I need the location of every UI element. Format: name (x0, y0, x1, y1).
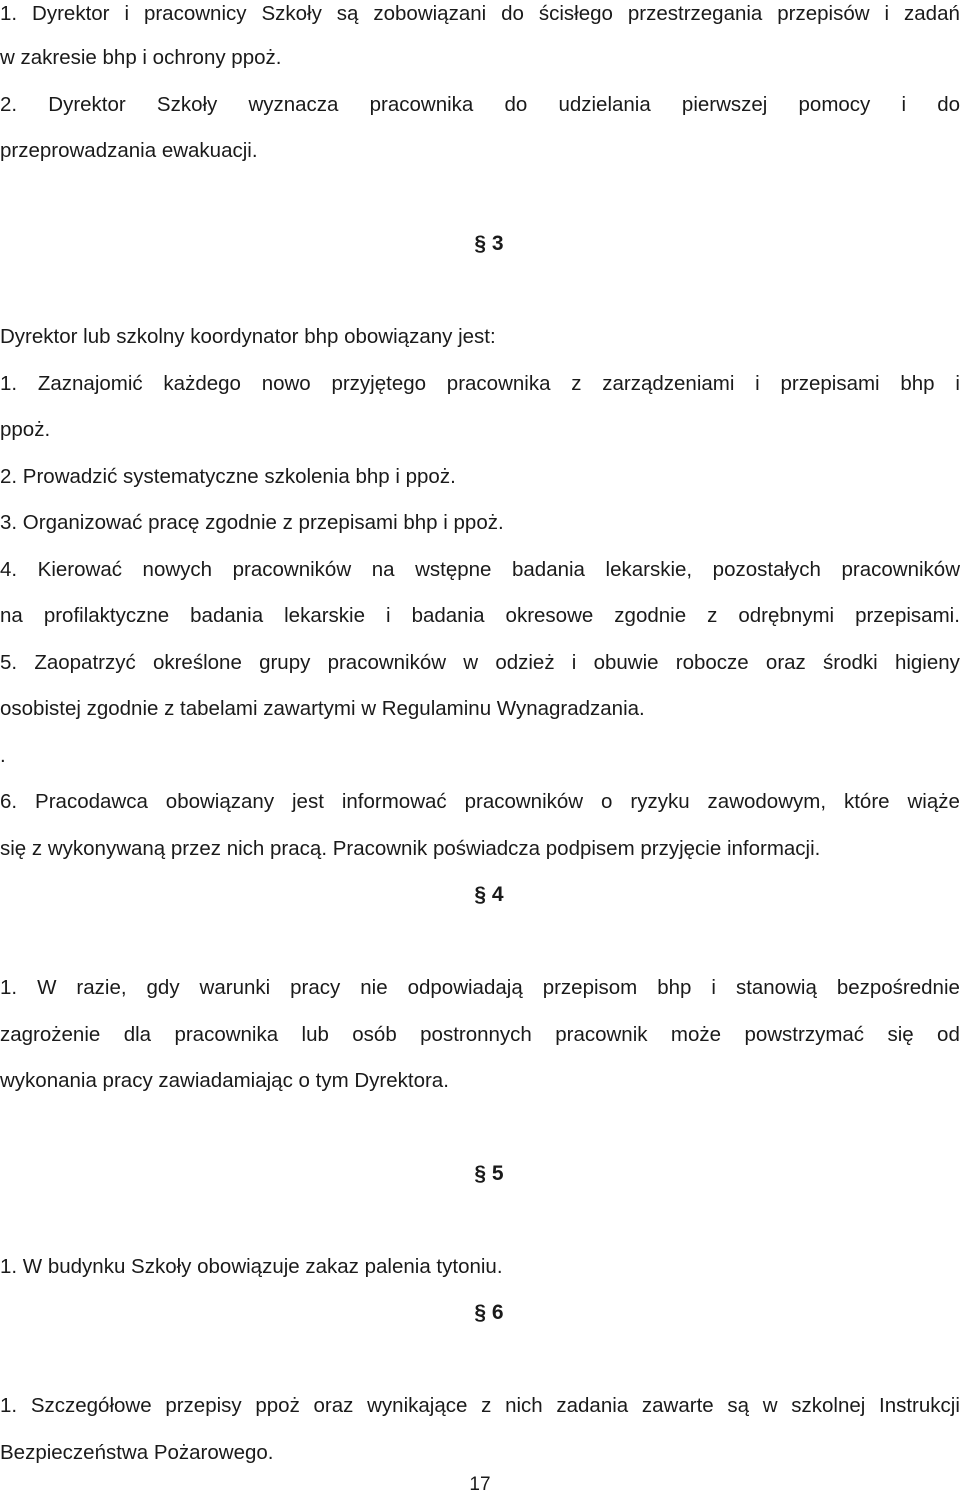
text-line-18 (0, 1021, 960, 1049)
word: i (124, 0, 129, 28)
word: przepisy (165, 1392, 241, 1420)
text-line-10 (0, 556, 960, 584)
text-line-7: ppoż. (0, 416, 960, 444)
word: warunki (200, 974, 271, 1002)
word: przepisami. (855, 602, 960, 630)
word: pracownika (174, 1021, 278, 1049)
word: pozostałych (713, 556, 821, 584)
word: 5. (0, 649, 17, 677)
word: stanowią (736, 974, 817, 1002)
word: o (601, 788, 612, 816)
word: W (37, 974, 56, 1002)
word: odrębnymi (738, 602, 834, 630)
text-line-13: osobistej zgodnie z tabelami zawartymi w Regulaminu Wynagradzania. (0, 695, 960, 723)
word: przepisów (777, 0, 869, 28)
word: profilaktyczne (44, 602, 169, 630)
text-line-19: wykonania pracy zawiadamiając o tym Dyrektora. (0, 1067, 960, 1095)
word: 6. (0, 788, 17, 816)
word: zarządzeniami (602, 370, 734, 398)
word: osób (352, 1021, 396, 1049)
word: i (711, 974, 716, 1002)
word: lekarskie (284, 602, 365, 630)
word: są (727, 1392, 749, 1420)
word: szkolnej (791, 1392, 865, 1420)
word: 4. (0, 556, 17, 584)
word: z (707, 602, 717, 630)
word: pracowników (233, 556, 352, 584)
word: Pracodawca (35, 788, 148, 816)
word: zadań (904, 0, 960, 28)
word: określone (153, 649, 242, 677)
word: pracownika (447, 370, 551, 398)
word: odpowiadają (408, 974, 523, 1002)
word: pracowników (465, 788, 584, 816)
word: pierwszej (682, 91, 767, 119)
word: zawarte (642, 1392, 714, 1420)
text-line-20: 1. W budynku Szkoły obowiązuje zakaz palenia tytoniu. (0, 1253, 960, 1281)
word: środki (823, 649, 878, 677)
word: grupy (259, 649, 310, 677)
word: 1. (0, 370, 17, 398)
word: przestrzegania (628, 0, 762, 28)
word: są (337, 0, 359, 28)
word: Instrukcji (879, 1392, 960, 1420)
text-line-11 (0, 602, 960, 630)
word: i (386, 602, 391, 630)
word: zobowiązani (373, 0, 486, 28)
word: pracowników (328, 649, 447, 677)
word: razie, (76, 974, 126, 1002)
section-heading-6: § 6 (0, 1299, 960, 1327)
text-line-8: 2. Prowadzić systematyczne szkolenia bhp i ppoż. (0, 463, 960, 491)
word: pracownik (555, 1021, 647, 1049)
word: i (572, 649, 577, 677)
word: oraz (766, 649, 806, 677)
word: lub (302, 1021, 329, 1049)
word: do (937, 91, 960, 119)
word: robocze (676, 649, 749, 677)
word: Szkoły (261, 0, 321, 28)
word: badania (190, 602, 263, 630)
word: przyjętego (331, 370, 426, 398)
word: Zaznajomić (38, 370, 143, 398)
word: na (0, 602, 23, 630)
word: bhp (900, 370, 934, 398)
word: obuwie (594, 649, 659, 677)
word: może (671, 1021, 721, 1049)
word: i (901, 91, 906, 119)
page-number: 17 (0, 1472, 960, 1498)
word: od (937, 1021, 960, 1049)
text-line-16: się z wykonywaną przez nich pracą. Pracownik poświadcza podpisem przyjęcie informacji. (0, 835, 960, 863)
word: i (955, 370, 960, 398)
word: pracy (290, 974, 340, 1002)
word: Szczegółowe (31, 1392, 152, 1420)
word: badania (412, 602, 485, 630)
word: Zaopatrzyć (34, 649, 135, 677)
word: lekarskie, (606, 556, 693, 584)
word: zgodnie (614, 602, 686, 630)
word: bezpośrednie (837, 974, 960, 1002)
text-line-2: w zakresie bhp i ochrony ppoż. (0, 44, 960, 72)
word: gdy (147, 974, 180, 1002)
word: 1. (0, 1392, 17, 1420)
word: okresowe (506, 602, 594, 630)
word: w (463, 649, 478, 677)
word: informować (342, 788, 447, 816)
word: z (481, 1392, 491, 1420)
word: postronnych (420, 1021, 532, 1049)
word: pomocy (799, 91, 871, 119)
section-heading-4: § 4 (0, 881, 960, 909)
word: do (504, 91, 527, 119)
word: oraz (314, 1392, 354, 1420)
word: ppoż (255, 1392, 299, 1420)
word: jest (292, 788, 324, 816)
text-line-22: Bezpieczeństwa Pożarowego. (0, 1439, 960, 1467)
word: wyznacza (248, 91, 338, 119)
word: badania (512, 556, 585, 584)
section-heading-5: § 5 (0, 1160, 960, 1188)
word: nie (360, 974, 387, 1002)
word: każdego (163, 370, 241, 398)
word: Dyrektor (32, 0, 109, 28)
text-line-21 (0, 1392, 960, 1420)
text-line-4: przeprowadzania ewakuacji. (0, 137, 960, 165)
text-line-5: Dyrektor lub szkolny koordynator bhp obowiązany jest: (0, 323, 960, 351)
text-line-12 (0, 649, 960, 677)
word: 1. (0, 974, 17, 1002)
word: nowych (143, 556, 213, 584)
word: wynikające (367, 1392, 467, 1420)
word: ryzyku (630, 788, 689, 816)
word: przepisami (780, 370, 879, 398)
text-line-17 (0, 974, 960, 1002)
word: do (501, 0, 524, 28)
word: dla (124, 1021, 151, 1049)
word: Szkoły (157, 91, 217, 119)
text-line-15 (0, 788, 960, 816)
section-heading-3: § 3 (0, 230, 960, 258)
word: na (372, 556, 395, 584)
word: wstępne (415, 556, 491, 584)
word: Dyrektor (48, 91, 125, 119)
word: które (844, 788, 890, 816)
word: przepisom (543, 974, 638, 1002)
word: z (571, 370, 581, 398)
word: nowo (262, 370, 311, 398)
text-line-3 (0, 91, 960, 119)
word: Kierować (38, 556, 122, 584)
word: w (763, 1392, 778, 1420)
text-line-1 (0, 0, 960, 28)
word: zagrożenie (0, 1021, 100, 1049)
word: wiąże (908, 788, 960, 816)
word: 2. (0, 91, 17, 119)
word: bhp (657, 974, 691, 1002)
word: pracownika (370, 91, 474, 119)
word: odzież (495, 649, 554, 677)
text-line-9: 3. Organizować pracę zgodnie z przepisami bhp i ppoż. (0, 509, 960, 537)
word: pracowników (842, 556, 960, 584)
word: 1. (0, 0, 17, 28)
word: i (755, 370, 760, 398)
word: higieny (895, 649, 960, 677)
word: i (885, 0, 890, 28)
word: zadania (556, 1392, 628, 1420)
word: nich (505, 1392, 543, 1420)
word: pracownicy (144, 0, 247, 28)
text-line-14: . (0, 742, 960, 770)
word: ścisłego (539, 0, 613, 28)
word: powstrzymać (744, 1021, 864, 1049)
word: zawodowym, (708, 788, 827, 816)
word: obowiązany (166, 788, 274, 816)
word: udzielania (558, 91, 650, 119)
text-line-6 (0, 370, 960, 398)
word: się (887, 1021, 913, 1049)
